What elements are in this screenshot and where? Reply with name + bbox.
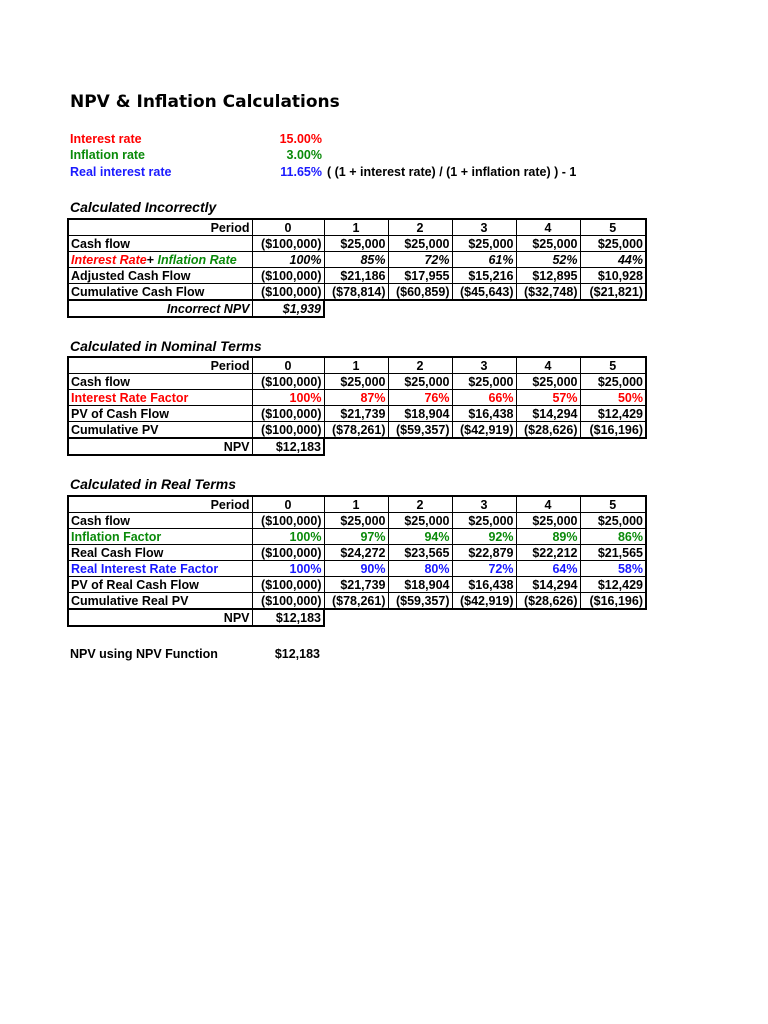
cell[interactable]: 87% xyxy=(324,390,388,406)
period-label: Period xyxy=(68,357,252,374)
cell[interactable]: ($16,196) xyxy=(580,593,646,610)
cell[interactable]: 92% xyxy=(452,529,516,545)
cell[interactable]: $25,000 xyxy=(452,236,516,252)
period-header: 0 xyxy=(252,219,324,236)
period-header: 3 xyxy=(452,219,516,236)
cell[interactable]: $25,000 xyxy=(388,236,452,252)
footer-row xyxy=(68,300,646,317)
cell[interactable]: $14,294 xyxy=(516,577,580,593)
table-row xyxy=(68,545,646,561)
period-header: 5 xyxy=(580,219,646,236)
cell[interactable]: $25,000 xyxy=(516,236,580,252)
cell[interactable]: $21,186 xyxy=(324,268,388,284)
row-label: Cash flow xyxy=(68,374,252,390)
inflation-rate-value[interactable]: 3.00% xyxy=(286,148,322,162)
cell[interactable]: ($100,000) xyxy=(252,577,324,593)
table-row xyxy=(68,561,646,577)
blank-cell xyxy=(324,609,646,626)
cell[interactable]: 80% xyxy=(388,561,452,577)
incorrect-table xyxy=(67,218,647,318)
cell[interactable]: $21,739 xyxy=(324,406,388,422)
cell[interactable]: $18,904 xyxy=(388,406,452,422)
cell[interactable]: ($32,748) xyxy=(516,284,580,301)
row-label: Real Cash Flow xyxy=(68,545,252,561)
period-header: 2 xyxy=(388,496,452,513)
cell[interactable]: $16,438 xyxy=(452,406,516,422)
npv-function-label: NPV using NPV Function xyxy=(70,647,218,661)
cell[interactable]: 64% xyxy=(516,561,580,577)
period-header: 0 xyxy=(252,357,324,374)
period-header: 4 xyxy=(516,496,580,513)
period-header: 1 xyxy=(324,219,388,236)
period-header: 4 xyxy=(516,357,580,374)
table-row xyxy=(68,390,646,406)
cell[interactable]: $25,000 xyxy=(580,513,646,529)
cell[interactable]: ($100,000) xyxy=(252,268,324,284)
cell[interactable]: $21,739 xyxy=(324,577,388,593)
cell[interactable]: $18,904 xyxy=(388,577,452,593)
incorrect-npv-label: Incorrect NPV xyxy=(68,300,252,317)
cell[interactable]: $12,895 xyxy=(516,268,580,284)
cell[interactable]: ($42,919) xyxy=(452,593,516,610)
cell[interactable]: 100% xyxy=(252,529,324,545)
row-label: PV of Real Cash Flow xyxy=(68,577,252,593)
nominal-npv-label: NPV xyxy=(68,438,252,455)
period-header: 2 xyxy=(388,219,452,236)
cell[interactable]: $25,000 xyxy=(324,513,388,529)
real-npv-label: NPV xyxy=(68,609,252,626)
cell[interactable]: 89% xyxy=(516,529,580,545)
period-header: 1 xyxy=(324,357,388,374)
cell[interactable]: $25,000 xyxy=(324,236,388,252)
table-row xyxy=(68,593,646,610)
table-row xyxy=(68,513,646,529)
row-label: Adjusted Cash Flow xyxy=(68,268,252,284)
cell[interactable]: 72% xyxy=(452,561,516,577)
real-interest-rate-label: Real interest rate xyxy=(70,165,172,179)
period-header: 4 xyxy=(516,219,580,236)
real-table xyxy=(67,495,647,627)
npv-function-value[interactable]: $12,183 xyxy=(274,647,320,661)
period-header: 3 xyxy=(452,496,516,513)
cell[interactable]: ($100,000) xyxy=(252,513,324,529)
period-label: Period xyxy=(68,219,252,236)
table-row xyxy=(68,236,646,252)
cell[interactable]: $25,000 xyxy=(324,374,388,390)
footer-row xyxy=(68,609,646,626)
cell[interactable]: 57% xyxy=(516,390,580,406)
cell[interactable]: ($100,000) xyxy=(252,422,324,439)
row-label: Cumulative Real PV xyxy=(68,593,252,610)
cell[interactable]: ($60,859) xyxy=(388,284,452,301)
cell[interactable]: 94% xyxy=(388,529,452,545)
table-row xyxy=(68,422,646,439)
cell[interactable]: $25,000 xyxy=(388,513,452,529)
cell[interactable]: 100% xyxy=(252,390,324,406)
cell[interactable]: ($28,626) xyxy=(516,593,580,610)
row-label: Cumulative PV xyxy=(68,422,252,439)
cell[interactable]: ($42,919) xyxy=(452,422,516,439)
cell[interactable]: $17,955 xyxy=(388,268,452,284)
nominal-table xyxy=(67,356,647,456)
cell[interactable]: $25,000 xyxy=(516,513,580,529)
row-label: Real Interest Rate Factor xyxy=(68,561,252,577)
cell[interactable]: $12,429 xyxy=(580,577,646,593)
cell[interactable]: $10,928 xyxy=(580,268,646,284)
cell[interactable]: 52% xyxy=(516,252,580,268)
row-label-interest-part: Interest Rate xyxy=(71,252,147,267)
section-title-incorrect: Calculated Incorrectly xyxy=(70,199,217,215)
blank-cell xyxy=(324,300,646,317)
real-npv-value[interactable]: $12,183 xyxy=(252,609,324,626)
cell[interactable]: ($100,000) xyxy=(252,593,324,610)
cell[interactable]: $12,429 xyxy=(580,406,646,422)
real-interest-rate-formula: ( (1 + interest rate) / (1 + inflation rate) ) - 1 xyxy=(327,165,577,179)
footer-row xyxy=(68,438,646,455)
cell[interactable]: 76% xyxy=(388,390,452,406)
cell[interactable]: ($59,357) xyxy=(388,422,452,439)
row-label: Inflation Factor xyxy=(68,529,252,545)
cell[interactable]: ($78,814) xyxy=(324,284,388,301)
page-title: NPV & Inflation Calculations xyxy=(70,92,340,112)
table-row xyxy=(68,529,646,545)
period-header-row xyxy=(68,219,646,236)
cell[interactable]: $25,000 xyxy=(580,374,646,390)
period-header: 3 xyxy=(452,357,516,374)
table-row xyxy=(68,284,646,301)
row-label-inflation-part: Inflation Rate xyxy=(157,252,237,267)
cell[interactable]: $25,000 xyxy=(388,374,452,390)
cell[interactable]: ($78,261) xyxy=(324,593,388,610)
interest-rate-label: Interest rate xyxy=(70,132,142,146)
cell[interactable]: 85% xyxy=(324,252,388,268)
period-header: 1 xyxy=(324,496,388,513)
period-header: 2 xyxy=(388,357,452,374)
real-interest-rate-value[interactable]: 11.65% xyxy=(280,165,322,179)
cell[interactable]: $16,438 xyxy=(452,577,516,593)
cell[interactable]: 66% xyxy=(452,390,516,406)
cell[interactable]: 50% xyxy=(580,390,646,406)
cell[interactable]: ($100,000) xyxy=(252,406,324,422)
section-title-real: Calculated in Real Terms xyxy=(70,476,236,492)
cell[interactable]: 97% xyxy=(324,529,388,545)
period-header-row xyxy=(68,357,646,374)
cell[interactable]: ($21,821) xyxy=(580,284,646,301)
blank-cell xyxy=(324,438,646,455)
cell[interactable]: $25,000 xyxy=(580,236,646,252)
cell[interactable]: ($16,196) xyxy=(580,422,646,439)
cell[interactable]: ($45,643) xyxy=(452,284,516,301)
cell[interactable]: $15,216 xyxy=(452,268,516,284)
period-header-row xyxy=(68,496,646,513)
row-label: Cash flow xyxy=(68,513,252,529)
cell[interactable]: ($100,000) xyxy=(252,236,324,252)
nominal-npv-value[interactable]: $12,183 xyxy=(252,438,324,455)
cell[interactable]: $25,000 xyxy=(452,513,516,529)
row-label: Cumulative Cash Flow xyxy=(68,284,252,301)
cell[interactable]: ($100,000) xyxy=(252,284,324,301)
cell[interactable]: 44% xyxy=(580,252,646,268)
cell[interactable]: $25,000 xyxy=(516,374,580,390)
table-row xyxy=(68,252,646,268)
period-header: 0 xyxy=(252,496,324,513)
cell[interactable]: 100% xyxy=(252,561,324,577)
cell[interactable]: ($28,626) xyxy=(516,422,580,439)
row-label: PV of Cash Flow xyxy=(68,406,252,422)
cell[interactable]: $23,565 xyxy=(388,545,452,561)
table-row xyxy=(68,374,646,390)
cell[interactable]: 86% xyxy=(580,529,646,545)
table-row xyxy=(68,577,646,593)
row-label: Cash flow xyxy=(68,236,252,252)
cell[interactable]: 72% xyxy=(388,252,452,268)
section-title-nominal: Calculated in Nominal Terms xyxy=(70,338,262,354)
row-label-plus: + xyxy=(146,252,158,267)
incorrect-npv-value[interactable]: $1,939 xyxy=(252,300,324,317)
cell[interactable]: $24,272 xyxy=(324,545,388,561)
cell[interactable]: 61% xyxy=(452,252,516,268)
cell[interactable]: $22,879 xyxy=(452,545,516,561)
row-label xyxy=(68,252,252,268)
cell[interactable]: 58% xyxy=(580,561,646,577)
cell[interactable]: ($59,357) xyxy=(388,593,452,610)
row-label: Interest Rate Factor xyxy=(68,390,252,406)
period-label: Period xyxy=(68,496,252,513)
cell[interactable]: ($78,261) xyxy=(324,422,388,439)
cell[interactable]: $21,565 xyxy=(580,545,646,561)
period-header: 5 xyxy=(580,357,646,374)
cell[interactable]: 100% xyxy=(252,252,324,268)
table-row xyxy=(68,406,646,422)
interest-rate-value[interactable]: 15.00% xyxy=(279,132,322,146)
cell[interactable]: $25,000 xyxy=(452,374,516,390)
period-header: 5 xyxy=(580,496,646,513)
cell[interactable]: 90% xyxy=(324,561,388,577)
cell[interactable]: ($100,000) xyxy=(252,374,324,390)
table-row xyxy=(68,268,646,284)
cell[interactable]: $22,212 xyxy=(516,545,580,561)
cell[interactable]: $14,294 xyxy=(516,406,580,422)
cell[interactable]: ($100,000) xyxy=(252,545,324,561)
inflation-rate-label: Inflation rate xyxy=(70,148,146,162)
